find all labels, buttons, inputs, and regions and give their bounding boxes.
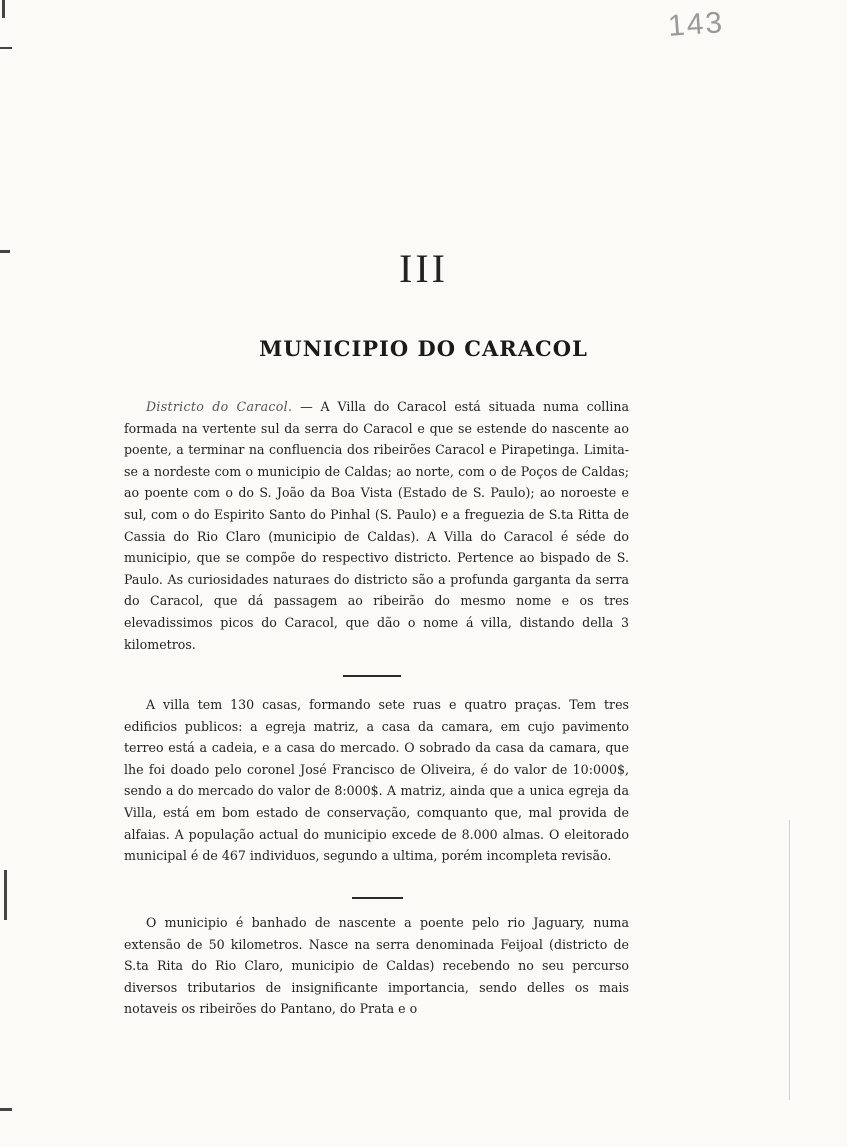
paragraph-3 (124, 912, 629, 1020)
edge-mark (2, 0, 5, 18)
margin-rule (789, 820, 790, 1100)
paragraph-1 (124, 396, 629, 655)
paragraph-text: O municipio é banhado de nascente a poente pelo rio Jaguary, numa extensão de 50 kilometros. Nasce na serra denominada Feijoal (districto de S.ta Rita do Rio Claro, municipio de Caldas) recebendo no seu percurso diversos tributarios de insignificante importancia, sendo delles os mais notaveis os ribeirões do Pantano, do Prata e o (124, 915, 629, 1017)
edge-mark (0, 47, 12, 49)
paragraph-lead: Districto do Caracol. (146, 399, 293, 414)
chapter-numeral: III (399, 246, 448, 291)
page-number: 143 (666, 6, 726, 43)
paragraph-2 (124, 694, 629, 867)
edge-mark (4, 870, 7, 920)
section-divider (343, 675, 401, 677)
edge-mark (0, 1108, 12, 1111)
chapter-title: MUNICIPIO DO CARACOL (259, 336, 588, 361)
paragraph-text: A villa tem 130 casas, formando sete ruas e quatro praças. Tem tres edificios publicos: a egreja matriz, a casa da camara, em cujo pavimento terreo está a cadeia, e a casa do mercado. O sobrado da casa da camara, que lhe foi doado pelo coronel José Francisco de Oliveira, é do valor de 10:000$, sendo a do mercado do valor de 8:000$. A matriz, ainda que a unica egreja da Villa, está em bom estado de conservação, comquanto que, mal provida de alfaias. A população actual do municipio excede de 8.000 almas. O eleitorado municipal é de 467 individuos, segundo a ultima, porém incompleta revisão. (124, 697, 629, 864)
section-divider (352, 897, 403, 899)
paragraph-text: — A Villa do Caracol está situada numa collina formada na vertente sul da serra do Caracol e que se estende do nascente ao poente, a terminar na confluencia dos ribeirões Caracol e Pirapetinga. Limita-se a nordeste com o municipio de Caldas; ao norte, com o de Poços de Caldas; ao poente com o do S. João da Boa Vista (Estado de S. Paulo); ao noroeste e sul, com o do Espirito Santo do Pinhal (S. Paulo) e a freguezia de S.ta Ritta de Cassia do Rio Claro (municipio de Caldas). A Villa do Caracol é séde do municipio, que se compõe do respectivo districto. Pertence ao bispado de S. Paulo. As curiosidades naturaes do districto são a profunda garganta da serra do Caracol, que dá passagem ao ribeirão do mesmo nome e os tres elevadissimos picos do Caracol, que dão o nome á villa, distando della 3 kilometros. (124, 399, 629, 652)
